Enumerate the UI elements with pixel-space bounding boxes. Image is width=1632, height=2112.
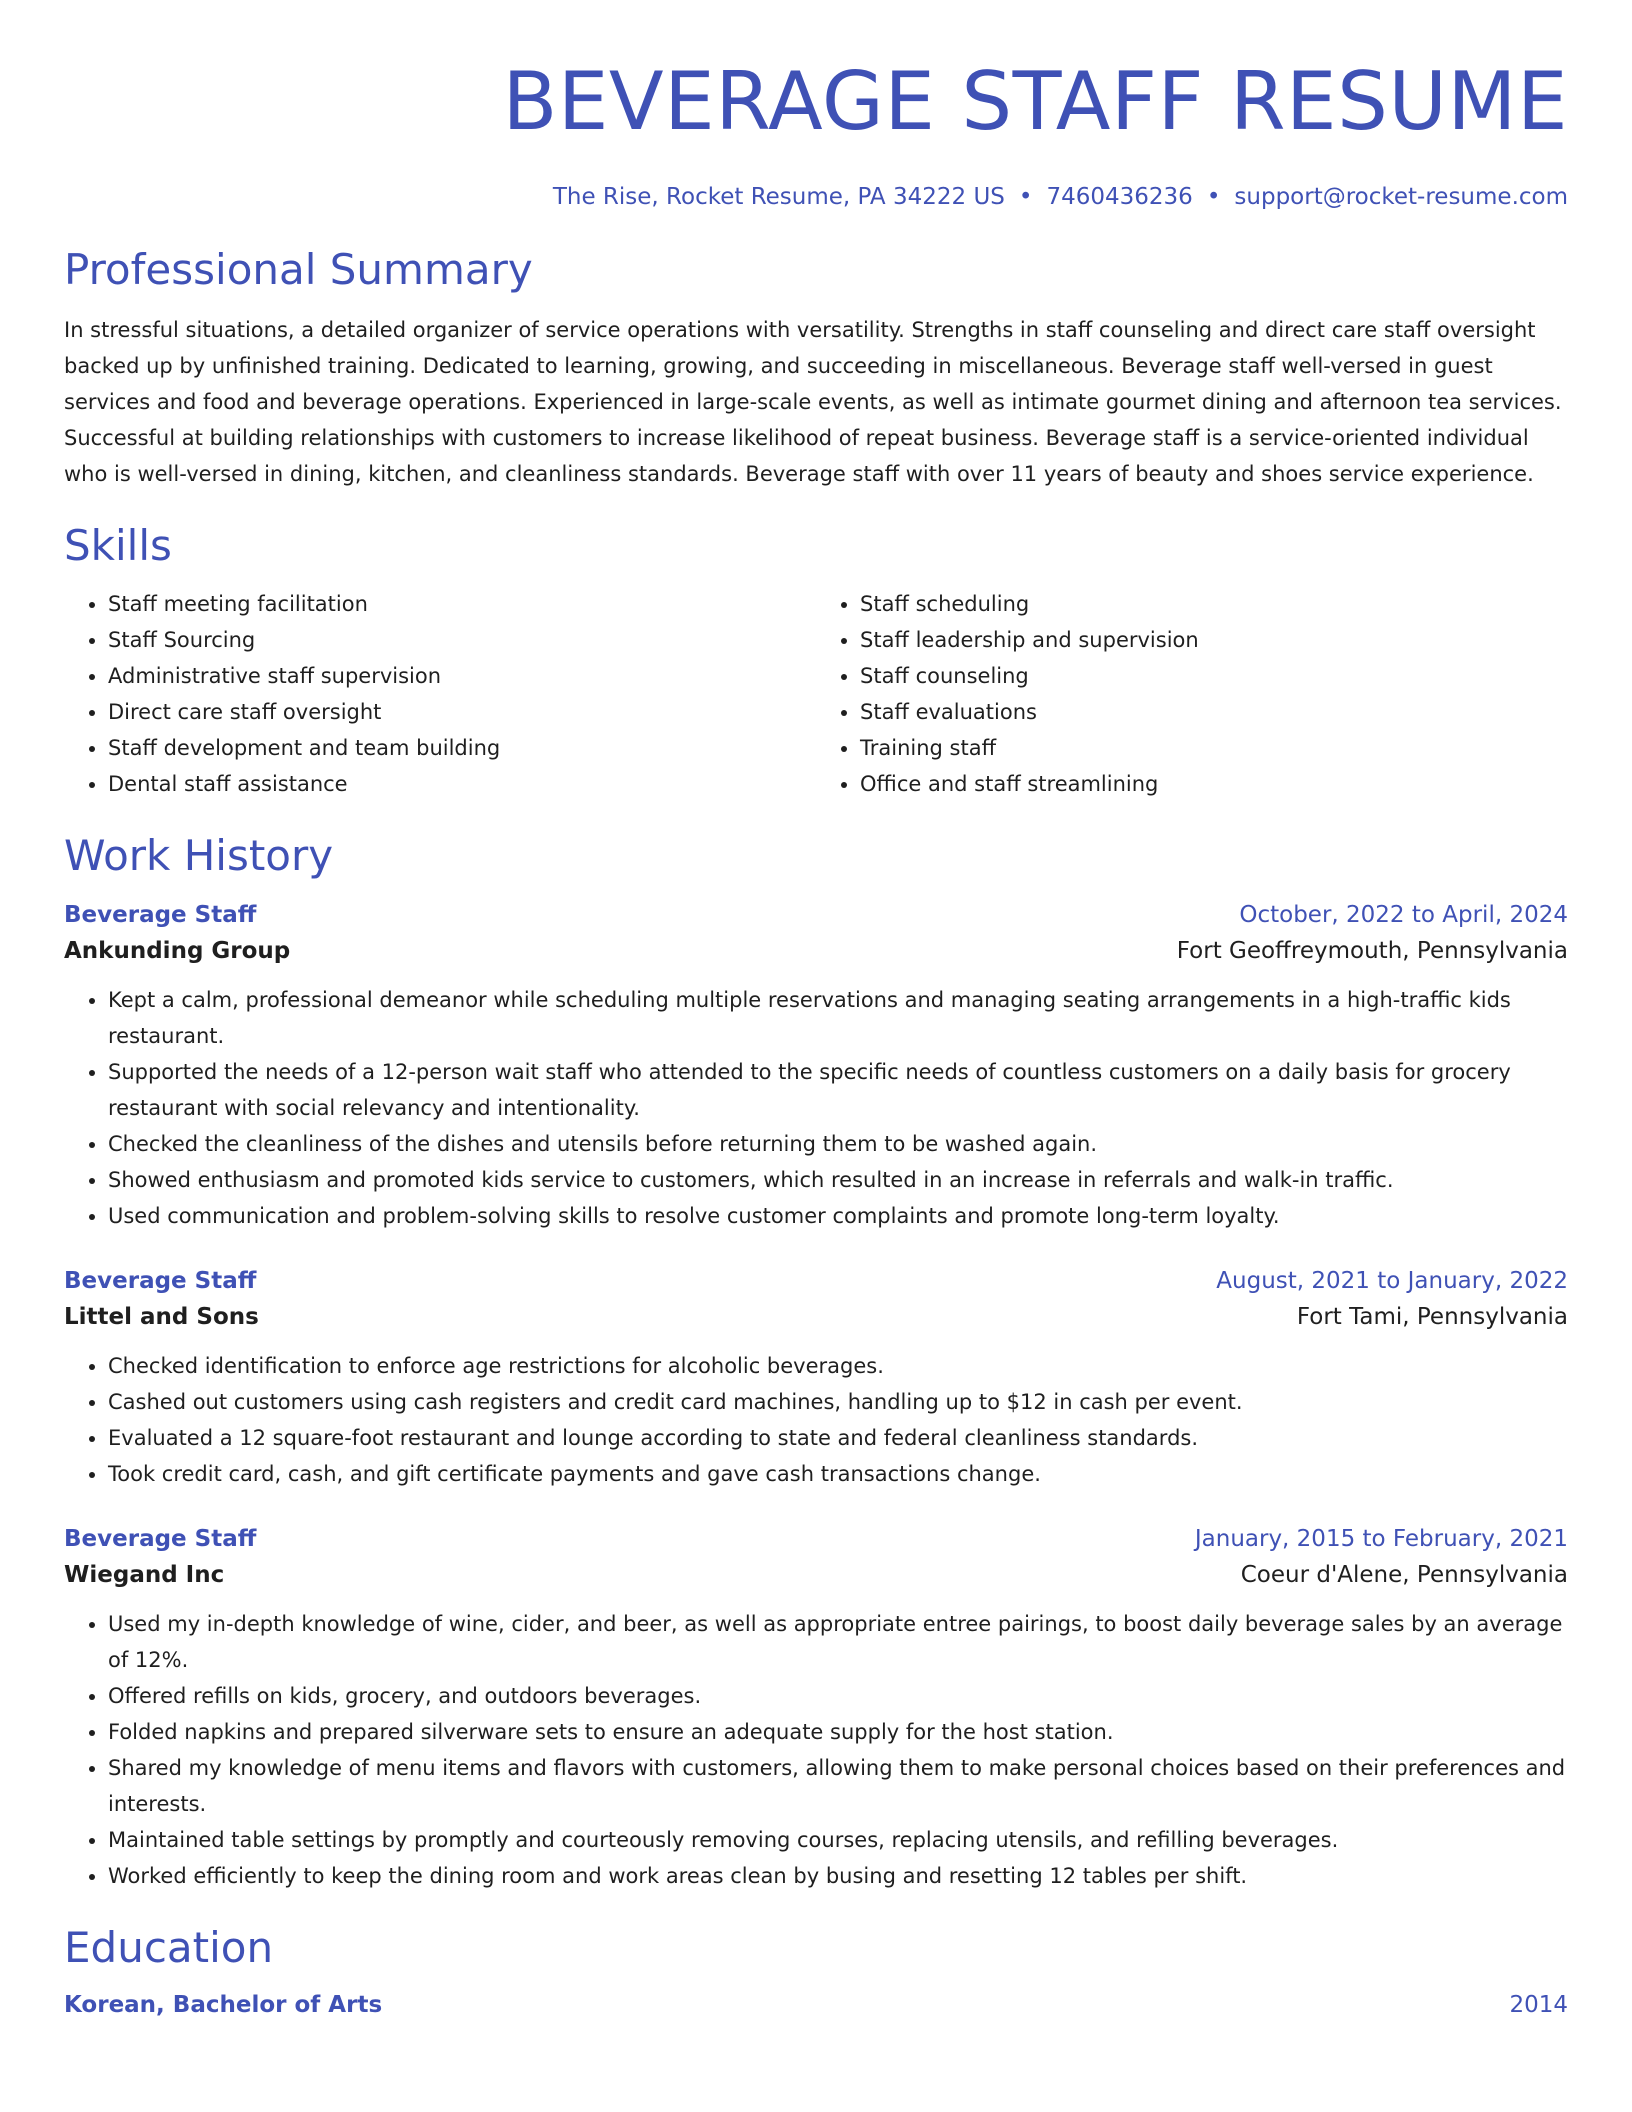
job-bullet: • Showed enthusiasm and promoted kids service to customers, which resulted in an increase in referrals and walk-in traffic. [108,1162,1568,1198]
job-title: Beverage Staff [64,1526,257,1552]
skill-item: • Direct care staff oversight [108,694,816,730]
job-bullet: • Folded napkins and prepared silverware sets to ensure an adequate supply for the host station. [108,1714,1568,1750]
contact-phone: 7460436236 [1046,184,1193,210]
summary-text: In stressful situations, a detailed organizer of service operations with versatility. Strengths in staff counseling and direct care staff oversight backed up by unfinished training. Dedicated to learning, growing, and succeeding in miscellaneous. Beverage staff well-versed in guest services and food and beverage operations. Experienced in large-scale events, as well as intimate gourmet dining and afternoon tea services. Successful at building relationships with customers to increase likelihood of repeat business. Beverage staff is a service-oriented individual who is well-versed in dining, kitchen, and cleanliness standards. Beverage staff with over 11 years of beauty and shoes service experience. [64,318,1562,486]
skills-list [64,586,1568,802]
job-bullet: • Offered refills on kids, grocery, and outdoors beverages. [108,1678,1568,1714]
contact-line [64,182,1568,212]
summary-heading: Professional Summary [64,245,533,294]
job-subheader [64,1298,1568,1336]
skill-item: • Staff counseling [860,658,1568,694]
contact-email: support@rocket-resume.com [1234,184,1568,210]
job-bullet: • Used my in-depth knowledge of wine, cider, and beer, as well as appropriate entree pairings, to boost daily beverage sales by an average of 12%. [108,1606,1568,1678]
education-heading: Education [64,1923,274,1972]
job-dates: August, 2021 to January, 2022 [1216,1268,1568,1294]
job-location: Coeur d'Alene, Pennsylvania [1240,1562,1568,1588]
job-bullet: • Checked the cleanliness of the dishes and utensils before returning them to be washed again. [108,1126,1568,1162]
job-bullet: • Checked identification to enforce age restrictions for alcoholic beverages. [108,1348,1568,1384]
resume-title: BEVERAGE STAFF RESUME [502,55,1568,148]
job-location: Fort Geoffreymouth, Pennsylvania [1176,938,1568,964]
job-entry [64,1522,1568,1894]
job-bullet: • Kept a calm, professional demeanor while scheduling multiple reservations and managing seating arrangements in a high-traffic kids restaurant. [108,982,1568,1054]
job-bullet: • Worked efficiently to keep the dining room and work areas clean by busing and resetting 12 tables per shift. [108,1858,1568,1894]
job-dates: January, 2015 to February, 2021 [1194,1526,1568,1552]
job-company: Wiegand Inc [64,1562,225,1588]
skill-item: • Training staff [860,730,1568,766]
skills-heading: Skills [64,521,172,570]
job-location: Fort Tami, Pennsylvania [1296,1304,1568,1330]
job-bullets [64,1606,1568,1894]
job-company: Littel and Sons [64,1304,259,1330]
skills-column-right [816,586,1568,802]
job-bullet: • Evaluated a 12 square-foot restaurant and lounge according to state and federal cleanliness standards. [108,1420,1568,1456]
skill-item: • Staff scheduling [860,586,1568,622]
job-header [64,1522,1568,1556]
job-dates: October, 2022 to April, 2024 [1239,902,1568,928]
contact-separator: • [1206,184,1221,210]
job-bullet: • Supported the needs of a 12-person wait staff who attended to the specific needs of countless customers on a daily basis for grocery restaurant with social relevancy and intentionality. [108,1054,1568,1126]
job-title: Beverage Staff [64,902,257,928]
contact-separator: • [1018,184,1033,210]
job-title: Beverage Staff [64,1268,257,1294]
work-history-heading: Work History [64,831,334,880]
job-bullets [64,982,1568,1234]
education-entry [64,1988,1568,2022]
contact-address: The Rise, Rocket Resume, PA 34222 US [552,184,1005,210]
job-bullets [64,1348,1568,1492]
skills-column-left [64,586,816,802]
job-header [64,1264,1568,1298]
job-subheader [64,1556,1568,1594]
skill-item: • Administrative staff supervision [108,658,816,694]
job-company: Ankunding Group [64,938,291,964]
job-bullet: • Cashed out customers using cash registers and credit card machines, handling up to $12 in cash per event. [108,1384,1568,1420]
education-year: 2014 [1509,1992,1568,2018]
job-bullet: • Used communication and problem-solving skills to resolve customer complaints and promote long-term loyalty. [108,1198,1568,1234]
job-bullet: • Shared my knowledge of menu items and flavors with customers, allowing them to make personal choices based on their preferences and interests. [108,1750,1568,1822]
job-header [64,898,1568,932]
skill-item: • Staff evaluations [860,694,1568,730]
skill-item: • Staff development and team building [108,730,816,766]
skill-item: • Staff leadership and supervision [860,622,1568,658]
job-subheader [64,932,1568,970]
skill-item: • Staff meeting facilitation [108,586,816,622]
skill-item: • Office and staff streamlining [860,766,1568,802]
job-bullet: • Took credit card, cash, and gift certificate payments and gave cash transactions change. [108,1456,1568,1492]
job-bullet: • Maintained table settings by promptly and courteously removing courses, replacing utensils, and refilling beverages. [108,1822,1568,1858]
education-degree: Korean, Bachelor of Arts [64,1992,383,2018]
skill-item: • Dental staff assistance [108,766,816,802]
skill-item: • Staff Sourcing [108,622,816,658]
job-entry [64,898,1568,1234]
resume-header [64,56,1568,212]
job-entry [64,1264,1568,1492]
